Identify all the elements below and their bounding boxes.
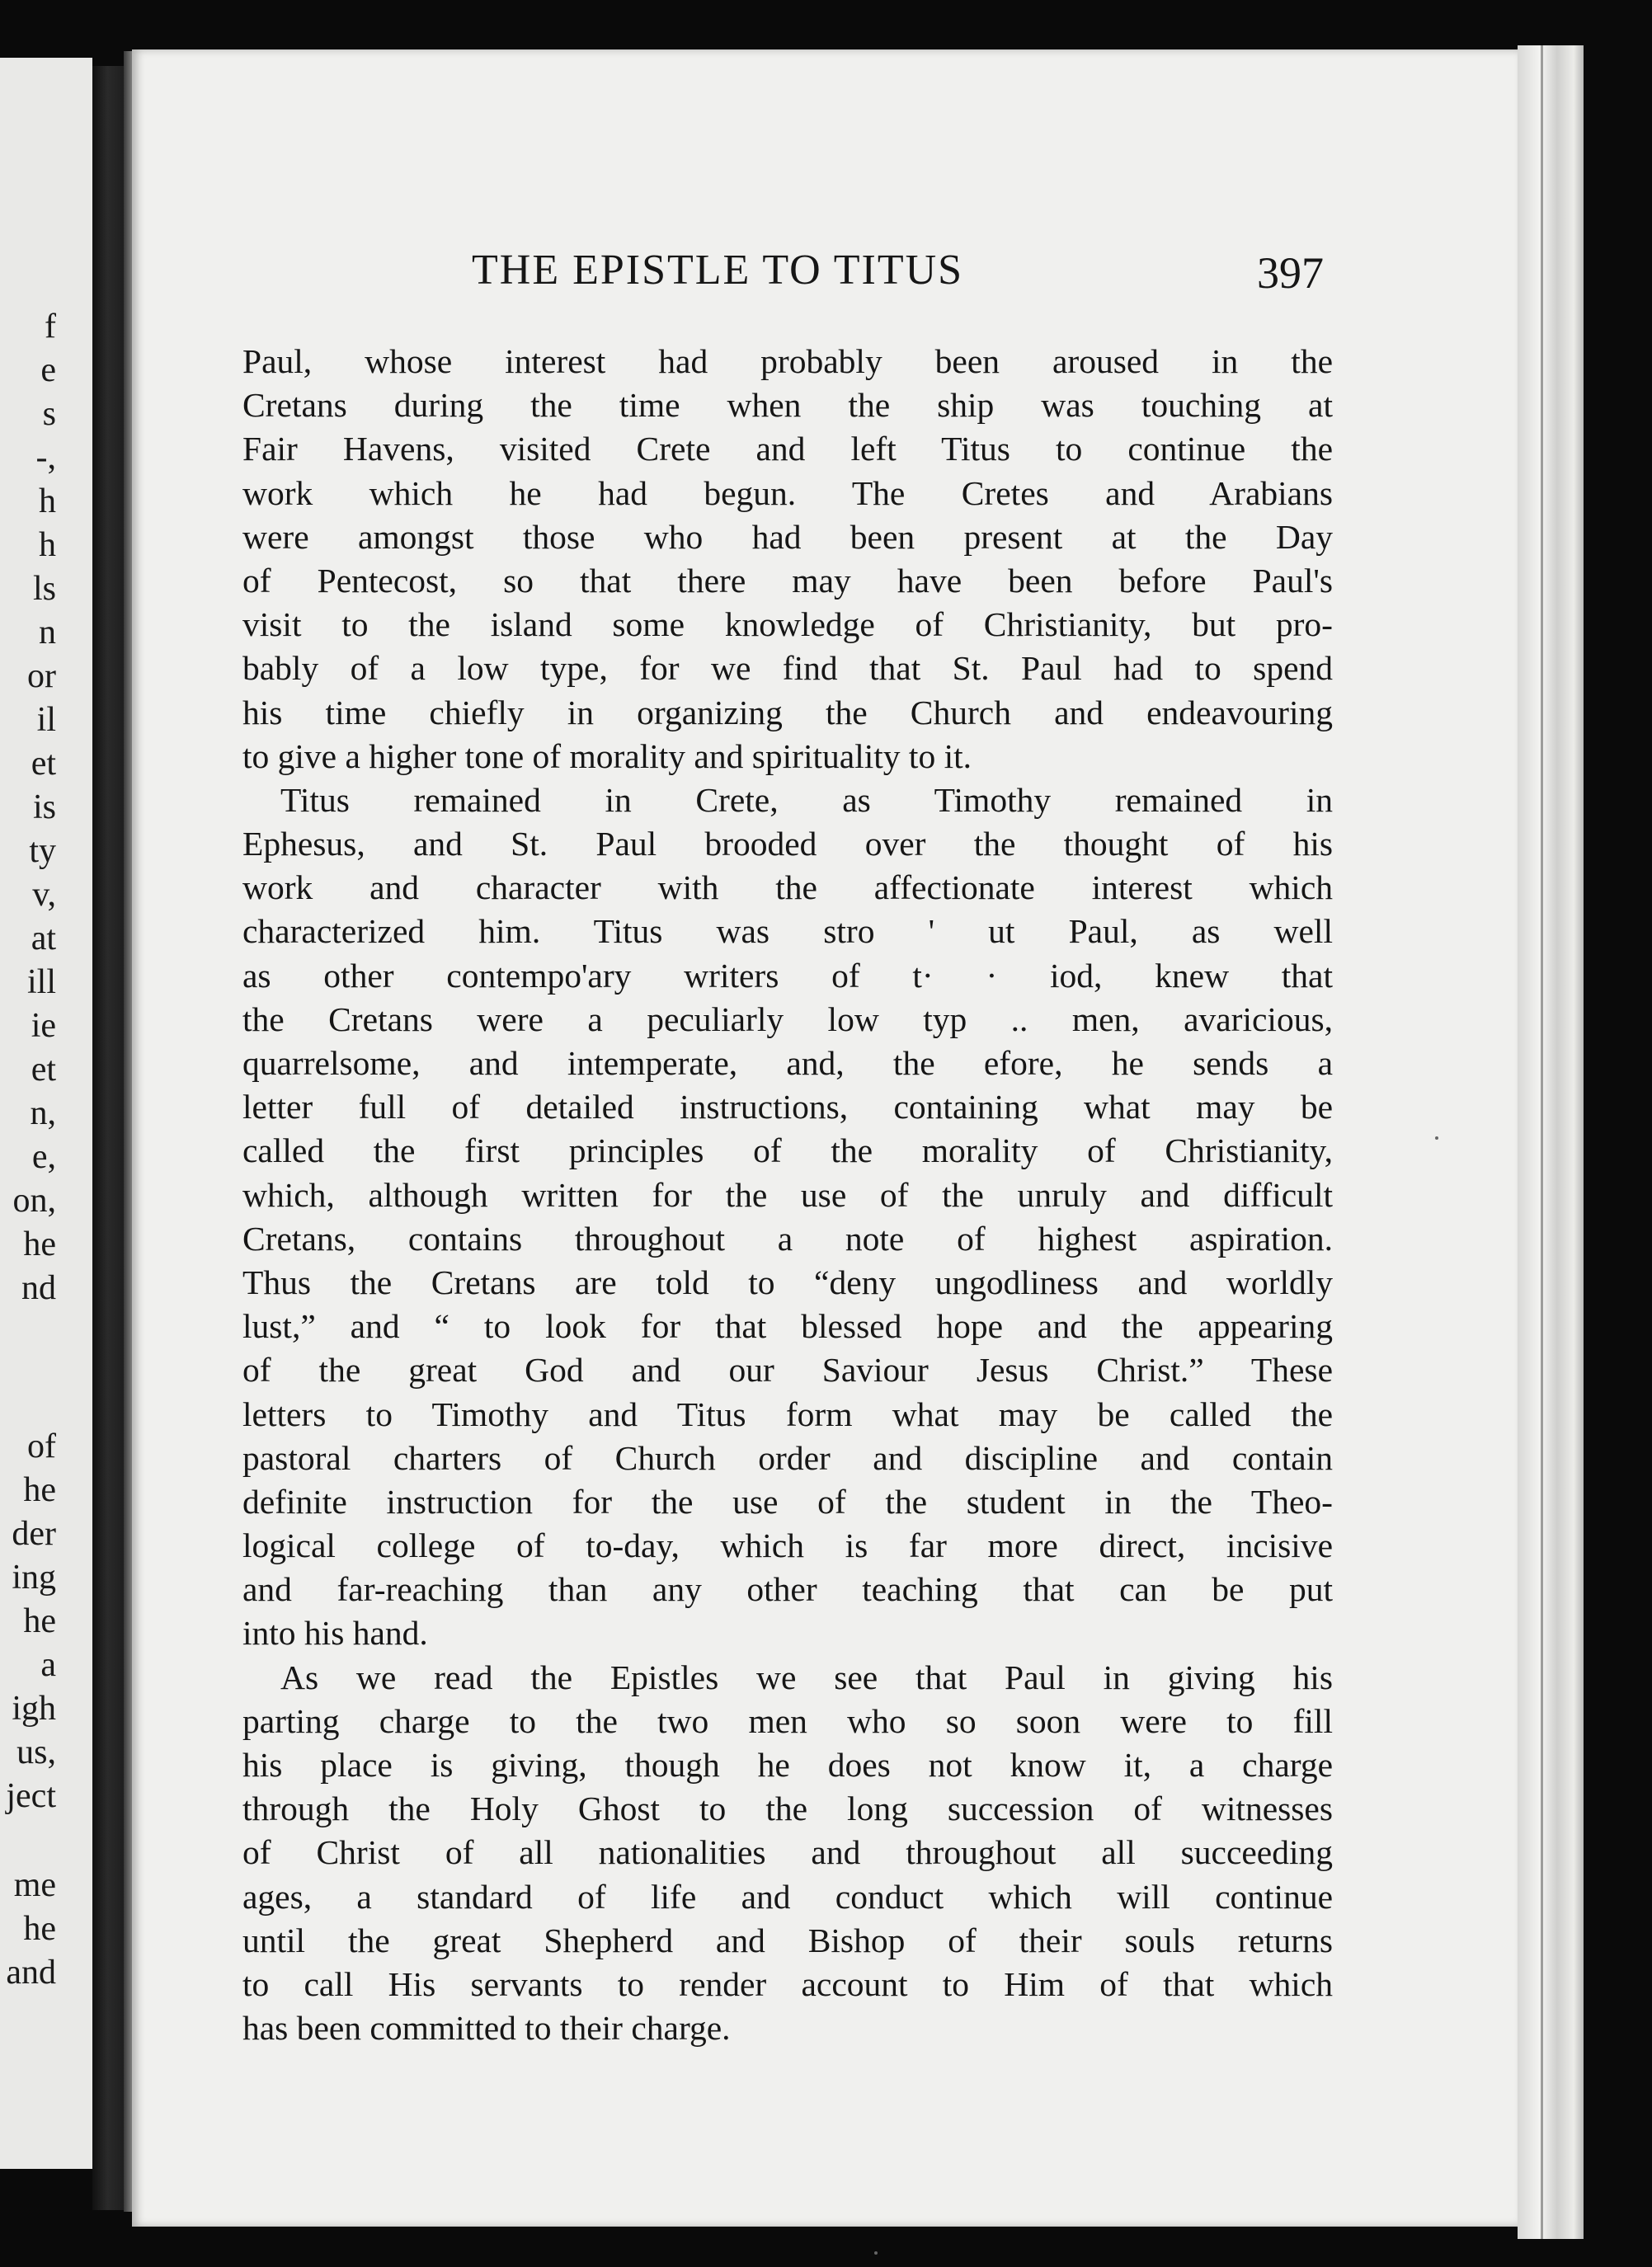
text-line: the Cretans were a peculiarly low typ .. men, avaricious, <box>242 999 1333 1038</box>
text-line: Ephesus, and St. Paul brooded over the thought of his <box>242 825 1333 863</box>
facing-page-text: f <box>45 308 56 346</box>
facing-page-text: he <box>23 1910 56 1948</box>
text-line: to give a higher tone of morality and spirituality to it. <box>242 736 972 775</box>
text-line: work which he had begun. The Cretes and Arabians <box>242 473 1333 512</box>
text-line: ages, a standard of life and conduct which will continue <box>242 1877 1333 1916</box>
facing-page-text: ls <box>32 570 56 608</box>
text-line: called the first principles of the morality of Christianity, <box>242 1131 1333 1170</box>
facing-page-text: igh <box>12 1690 56 1728</box>
facing-page-text: and <box>6 1954 56 1992</box>
text-line: to call His servants to render account to Him of that which <box>242 1964 1333 2003</box>
facing-page-text: il <box>36 701 56 739</box>
text-line: as other contempo'ary writers of t· · iod, knew that <box>242 956 1333 995</box>
text-line: Cretans, contains throughout a note of highest aspiration. <box>242 1219 1333 1258</box>
facing-page-text: or <box>27 657 56 695</box>
page-number: 397 <box>1257 248 1324 298</box>
facing-page-text: e, <box>31 1138 56 1176</box>
text-line: and far-reaching than any other teaching that can be put <box>242 1570 1333 1609</box>
scan-speck <box>1435 1136 1438 1140</box>
facing-page-text: ing <box>12 1559 56 1597</box>
text-line: of Pentecost, so that there may have been before Paul's <box>242 561 1333 600</box>
facing-page-text: me <box>13 1866 56 1904</box>
running-head <box>132 246 1518 312</box>
facing-page-fragment <box>0 58 92 2169</box>
facing-page-text: us, <box>16 1733 56 1771</box>
page-stack-edge <box>1518 45 1584 2239</box>
facing-page-text: nd <box>21 1269 56 1307</box>
facing-page-text: der <box>12 1515 56 1553</box>
body-text <box>242 340 1333 2050</box>
text-line: letters to Timothy and Titus form what may be called the <box>242 1395 1333 1433</box>
facing-page-text: n <box>39 614 56 651</box>
facing-page-text: ie <box>31 1007 56 1045</box>
text-line: visit to the island some knowledge of Christianity, but pro- <box>242 605 1333 644</box>
text-line: which, although written for the use of the unruly and difficult <box>242 1175 1333 1214</box>
facing-page-text: h <box>39 526 56 564</box>
facing-page-text: he <box>23 1602 56 1640</box>
facing-page-text: -, <box>35 439 56 477</box>
text-line: has been committed to their charge. <box>242 2009 731 2048</box>
facing-page-text: v, <box>32 876 56 914</box>
facing-page-text: et <box>31 1051 56 1089</box>
facing-page-text: he <box>23 1471 56 1509</box>
book-page <box>132 49 1518 2227</box>
text-line: were amongst those who had been present at the Day <box>242 517 1333 556</box>
text-line: Fair Havens, visited Crete and left Titus to continue the <box>242 430 1333 468</box>
text-line: his time chiefly in organizing the Church and endeavouring <box>242 693 1333 731</box>
facing-page-text: a <box>40 1646 56 1684</box>
text-line: bably of a low type, for we find that St. Paul had to spend <box>242 649 1333 688</box>
facing-page-text: h <box>39 482 56 520</box>
paragraph-start-line: Titus remained in Crete, as Timothy remained in <box>280 780 1333 819</box>
facing-page-text: et <box>31 745 56 783</box>
text-line: definite instruction for the use of the student in the Theo- <box>242 1482 1333 1521</box>
text-line: into his hand. <box>242 1614 428 1653</box>
facing-page-text: is <box>32 788 56 826</box>
text-line: of Christ of all nationalities and throughout all succeeding <box>242 1833 1333 1872</box>
facing-page-text: of <box>27 1427 56 1465</box>
text-line: Paul, whose interest had probably been aroused in the <box>242 342 1333 380</box>
text-line: letter full of detailed instructions, containing what may be <box>242 1088 1333 1126</box>
text-line: through the Holy Ghost to the long succession of witnesses <box>242 1790 1333 1828</box>
facing-page-text: n, <box>30 1094 56 1132</box>
text-line: logical college of to-day, which is far more direct, incisive <box>242 1526 1333 1565</box>
text-line: Thus the Cretans are told to “deny ungodliness and worldly <box>242 1263 1333 1301</box>
text-line: pastoral charters of Church order and discipline and contain <box>242 1438 1333 1477</box>
scan-speck <box>874 2251 878 2255</box>
text-line: parting charge to the two men who so soon were to fill <box>242 1701 1333 1740</box>
text-line: of the great God and our Saviour Jesus Christ.” These <box>242 1351 1333 1390</box>
text-line: characterized him. Titus was stro ' ut Paul, as well <box>242 912 1333 951</box>
text-line: quarrelsome, and intemperate, and, the efore, he sends a <box>242 1044 1333 1082</box>
text-line: work and character with the affectionate interest which <box>242 868 1333 907</box>
text-line: his place is giving, though he does not know it, a charge <box>242 1746 1333 1784</box>
facing-page-text: ject <box>6 1777 56 1815</box>
facing-page-text: on, <box>12 1182 56 1220</box>
facing-page-text: ill <box>26 963 56 1001</box>
text-line: lust,” and “ to look for that blessed hope and the appearing <box>242 1307 1333 1346</box>
text-line: until the great Shepherd and Bishop of their souls returns <box>242 1921 1333 1959</box>
text-line: Cretans during the time when the ship was touching at <box>242 386 1333 425</box>
facing-page-text: he <box>23 1225 56 1263</box>
running-title: THE EPISTLE TO TITUS <box>472 247 964 294</box>
facing-page-text: e <box>40 351 56 389</box>
facing-page-text: s <box>42 395 56 433</box>
facing-page-text: at <box>31 919 56 957</box>
paragraph-start-line: As we read the Epistles we see that Paul in giving his <box>280 1658 1333 1696</box>
facing-page-text: ty <box>29 832 56 870</box>
